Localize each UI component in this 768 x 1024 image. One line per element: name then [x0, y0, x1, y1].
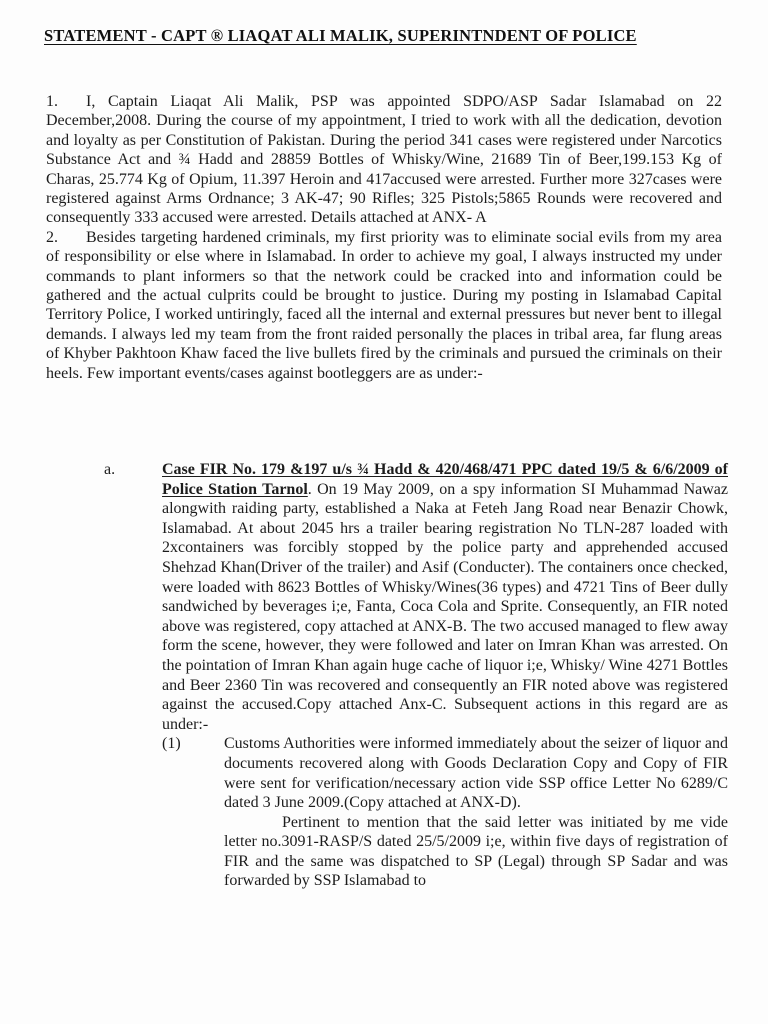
- item-label: (1): [162, 735, 181, 753]
- case-heading: Case FIR No. 179 &197 u/s ¾ Hadd & 420/468/471 PPC dated 19/5 & 6/6/2009 of Police Station Tarnol: [162, 461, 728, 498]
- numbered-item-1: [162, 734, 728, 891]
- paragraph-number: 2.: [46, 228, 58, 246]
- paragraph-text: Besides targeting hardened criminals, my first priority was to eliminate social evils from my area of responsibility or else where in Islamabad. In order to achieve my goal, I always instructed my under commands to plant informers so that the network could be cracked into and information could be gathered and the actual culprits could be brought to justice. During my posting in Islamabad Capital Territory Police, I worked untiringly, faced all the internal and external pressures but never bent to illegal demands. I always led my team from the front raided personally the places in tribal area, far flung areas of Khyber Pakhtoon Khaw faced the live bullets fired by the criminals and pursued the criminals on their heels. Few important events/cases against bootleggers are as under:-: [46, 228, 722, 382]
- subsection-content: [162, 460, 728, 891]
- paragraph-text: I, Captain Liaqat Ali Malik, PSP was appointed SDPO/ASP Sadar Islamabad on 22 December,2008. During the course of my appointment, I tried to work with all the dedication, devotion and loyalty as per Constitution of Pakistan. During the period 341 cases were registered under Narcotics Substance Act and ¾ Hadd and 28859 Bottles of Whisky/Wine, 21689 Tin of Beer,199.153 Kg of Charas, 25.774 Kg of Opium, 11.397 Heroin and 417accused were arrested. Further more 327cases were registered against Arms Ordnance; 3 AK-47; 90 Rifles; 325 Pistols;5865 Rounds were recovered and consequently 333 accused were arrested. Details attached at ANX- A: [46, 93, 722, 227]
- item-text: Customs Authorities were informed immediately about the seizer of liquor and documents recovered along with Goods Declaration Copy and Copy of FIR were sent for verification/necessary action vide SSP office Letter No 6289/C dated 3 June 2009.(Copy attached at ANX-D).: [224, 735, 728, 812]
- paragraph-1: [46, 92, 722, 228]
- item-continuation: Pertinent to mention that the said letter was initiated by me vide letter no.3091-RASP/S dated 25/5/2009 i;e, within five days of registration of FIR and the same was dispatched to SP (Legal) through SP Sadar and was forwarded by SSP Islamabad to: [224, 813, 728, 890]
- paragraph-2: [46, 228, 722, 383]
- item-content: [224, 734, 728, 891]
- subsection-label: a.: [104, 461, 116, 478]
- paragraph-number: 1.: [46, 93, 58, 110]
- document-title: STATEMENT - CAPT ® LIAQAT ALI MALIK, SUPERINTNDENT OF POLICE: [44, 26, 637, 45]
- case-text: On 19 May 2009, on a spy information SI Muhammad Nawaz alongwith raiding party, established a Naka at Feteh Jang Road near Benazir Chowk, Islamabad. At about 2045 hrs a trailer bearing registration No TLN-287 loaded with 2xcontainers was forcibly stopped by the police party and apprehended accused Shehzad Khan(Driver of the trailer) and Asif (Conducter). The containers once checked, were loaded with 8623 Bottles of Whisky/Wines(36 types) and 4721 Tins of Beer dully sandwiched by beverages i;e, Fanta, Coca Cola and Sprite. Consequently, an FIR noted above was registered, copy attached at ANX-B. The two accused managed to flew away form the scene, however, they were followed and later on Imran Khan was arrested. On the pointation of Imran Khan again huge cache of liquor i;e, Whisky/ Wine 4271 Bottles and Beer 2360 Tin was recovered and consequently an FIR noted above was registered against the accused.Copy attached Anx-C. Subsequent actions in this regard are as under:-: [162, 480, 728, 733]
- subsection-a: [104, 460, 728, 891]
- case-paragraph: [162, 460, 728, 734]
- case-heading-suffix: .: [307, 480, 312, 498]
- document-body: [46, 92, 722, 383]
